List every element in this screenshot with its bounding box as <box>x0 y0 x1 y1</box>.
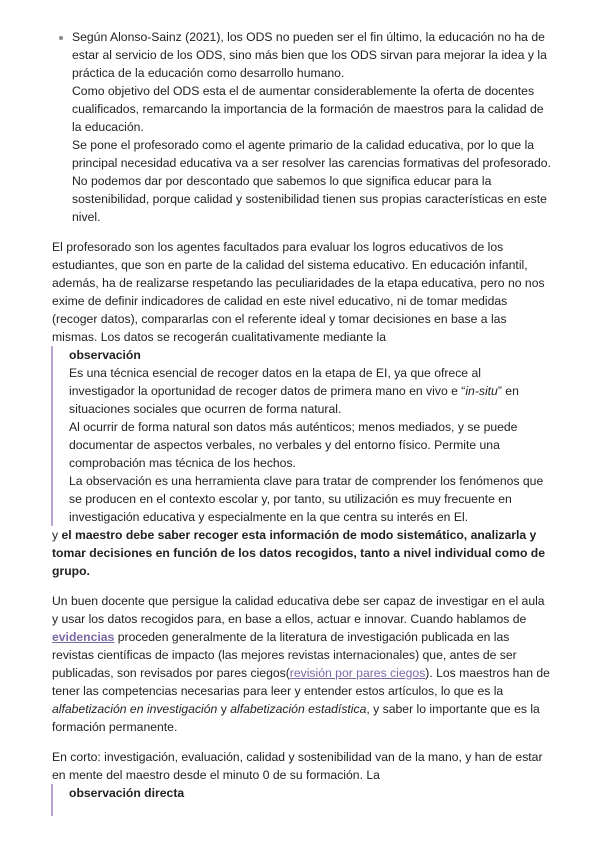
text-line: (recoger datos), compararlas con el referente ideal y tomar decisiones en base a las <box>52 312 507 326</box>
callout-title: observación <box>69 348 141 362</box>
text-line: formación permanente. <box>52 720 178 734</box>
callout-observacion-directa <box>51 784 547 816</box>
text-line: documentar de aspectos verbales, no verbales y del entorno físico. Permite una <box>69 438 500 452</box>
text-segment: y <box>52 528 62 542</box>
text-line: exime de definir indicadores de calidad en este nivel educativo, ni de tomar medidas <box>52 294 508 308</box>
text-line: tener las competencias necesarias para leer y entender estos artículos, lo que es la <box>52 684 504 698</box>
bullet-line: principal necesidad educativa va a ser resolver las carencias formativas del profesorado. <box>72 156 551 170</box>
text-line <box>52 664 550 682</box>
text-segment: publicadas, son revisados por pares ciegos( <box>52 666 290 680</box>
bold-text: tomar decisiones en función de los datos recogidos, tanto a nivel individual como de <box>52 546 546 560</box>
paragraph-buen-docente <box>52 592 550 736</box>
paragraph-en-corto <box>52 748 547 784</box>
text-line: además, ha de realizarse respetando las peculiaridades de la etapa educativa, pero no nos <box>52 276 545 290</box>
text-line: investigación educativa y especialmente en la que centra su interés en El. <box>69 510 469 524</box>
italic-term: in-situ <box>465 384 498 398</box>
bullet-line: Se pone el profesorado como el agente primario de la calidad educativa, por lo que la <box>72 138 535 152</box>
bullet-line: práctica de la educación como desarrollo humano. <box>72 66 345 80</box>
text-segment: investigador la oportunidad de recoger datos de primera mano en vivo e “ <box>69 384 466 398</box>
evidencias-link[interactable]: evidencias <box>52 630 115 644</box>
text-line: en mente del maestro desde el minuto 0 de su formación. La <box>52 768 380 782</box>
bold-text: el maestro debe saber recoger esta información de modo sistemático, analizarla y <box>61 528 537 542</box>
text-segment: , y saber lo importante que es la <box>366 702 540 716</box>
callout-observacion <box>51 346 547 526</box>
text-line: Un buen docente que persigue la calidad educativa debe ser capaz de investigar en el aula <box>52 594 545 608</box>
text-line: estudiantes, que son en parte de la calidad del sistema educativo. En educación infantil, <box>52 258 528 272</box>
conclusion-text <box>52 526 547 580</box>
bullet-line: No podemos dar por descontado que sabemos lo que significa educar para la <box>72 174 492 188</box>
text-line: mismas. Los datos se recogerán cualitativamente mediante la <box>52 330 386 344</box>
bullet-line: cualificados, remarcando la importancia de la formación de maestros para la calidad de <box>72 102 544 116</box>
bullet-line: nivel. <box>72 210 101 224</box>
text-line <box>52 700 547 718</box>
text-segment: proceden generalmente de la literatura de investigación publicada en las <box>114 630 510 644</box>
bullet-line: la educación. <box>72 120 144 134</box>
list-item <box>72 28 551 226</box>
bold-text: grupo. <box>52 564 90 578</box>
text-line <box>52 526 547 544</box>
text-line: se producen en el contexto escolar y, por tanto, su utilización es muy frecuente en <box>69 492 512 506</box>
bullet-line: estar al servicio de los ODS, sino más bien que los ODS sirvan para mejorar la idea y la <box>72 48 547 62</box>
document-page <box>52 28 551 816</box>
text-segment: y <box>217 702 231 716</box>
italic-term: alfabetización en investigación <box>52 702 218 716</box>
text-line: Al ocurrir de forma natural son datos más auténticos; menos mediados, y se puede <box>69 420 518 434</box>
bullet-list <box>52 28 551 226</box>
callout-title: observación directa <box>69 786 185 800</box>
text-segment: ). Los maestros han de <box>425 666 550 680</box>
text-line: En corto: investigación, evaluación, calidad y sostenibilidad van de la mano, y han de estar <box>52 750 543 764</box>
text-line <box>69 382 547 400</box>
text-line: La observación es una herramienta clave para tratar de comprender los fenómenos que <box>69 474 544 488</box>
italic-term: alfabetización estadística <box>230 702 367 716</box>
text-line: El profesorado son los agentes facultados para evaluar los logros educativos de los <box>52 240 504 254</box>
text-line: situaciones sociales que ocurren de forma natural. <box>69 402 342 416</box>
text-line <box>52 628 547 646</box>
bullet-line: Como objetivo del ODS esta el de aumentar considerablemente la oferta de docentes <box>72 84 535 98</box>
text-line: Es una técnica esencial de recoger datos en la etapa de EI, ya que ofrece al <box>69 366 481 380</box>
revision-pares-link[interactable]: revisión por pares ciegos <box>289 666 426 680</box>
text-line: comprobación mas técnica de los hechos. <box>69 456 296 470</box>
text-segment: ” en <box>497 384 519 398</box>
bullet-line: sostenibilidad, porque calidad y sostenibilidad tienen sus propias características en este <box>72 192 547 206</box>
text-line: revistas científicas de impacto (las mejores revistas internacionales) que, antes de ser <box>52 648 517 662</box>
text-line: y usar los datos recogidos para, en base a ellos, actuar e innovar. Cuando hablamos de <box>52 612 527 626</box>
bullet-line: Según Alonso-Sainz (2021), los ODS no pueden ser el fin último, la educación no ha de <box>72 30 545 44</box>
bullet-dot-icon <box>59 36 63 40</box>
paragraph-profesorado <box>52 238 547 346</box>
